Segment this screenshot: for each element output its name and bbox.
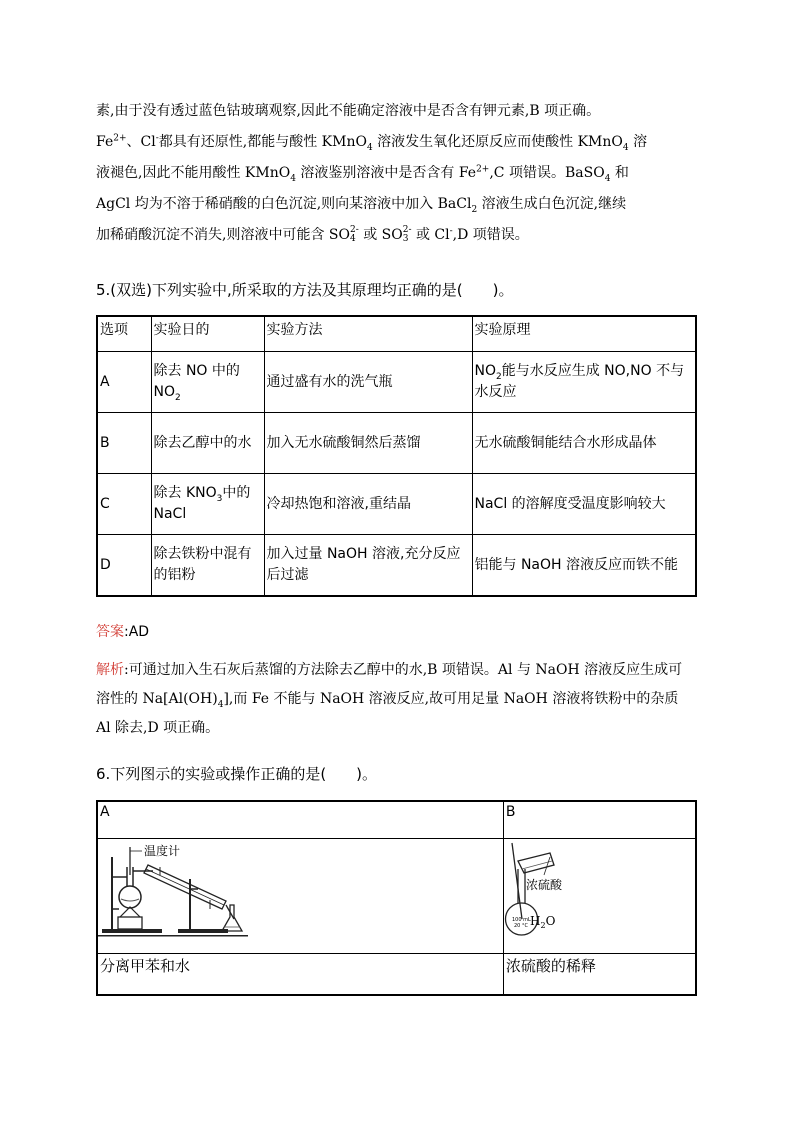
method-cell: 冷却热饱和溶液,重结晶 <box>264 474 472 535</box>
purpose-cell: 除去乙醇中的水 <box>151 413 264 474</box>
q5-answer <box>96 620 149 644</box>
intro-line-5: 加稀硝酸沉淀不消失,则溶液中可能含 SO 2- 4 或 SO 2- 3 或 Cl-,D 项错误。 <box>96 225 529 244</box>
purpose-cell: 除去铁粉中混有的铝粉 <box>151 535 264 597</box>
q5-header-purpose: 实验日的 <box>151 316 264 352</box>
analysis-label: 解析 <box>96 662 124 678</box>
method-cell: 加入过量 NaOH 溶液,充分反应后过滤 <box>264 535 472 597</box>
intro-line-3: 液褪色,因此不能用酸性 KMnO$_4$ 溶液鉴别溶液中是否含有 $Fe^{2+},C$ 项错误。BaSO$_4$ 和 <box>96 164 629 184</box>
table-row <box>97 413 696 474</box>
intro-paragraph <box>96 96 696 251</box>
q6-title: 6.下列图示的实验或操作正确的是( )。 <box>96 765 378 783</box>
method-cell: 加入无水硫酸铜然后蒸馏 <box>264 413 472 474</box>
flask-temp-label: 20 °C <box>513 923 528 929</box>
answer-value: :AD <box>124 624 150 640</box>
cell-label-b: B <box>503 801 696 839</box>
q6-caption-row <box>97 954 696 996</box>
method-cell: 通过盛有水的洗气瓶 <box>264 352 472 413</box>
figure-cell-b <box>503 839 696 954</box>
q6-figure-row <box>97 839 696 954</box>
option-cell: B <box>97 413 151 474</box>
thermometer-label: 温度计 <box>144 844 181 858</box>
principle-cell: $NO_2$能与水反应生成 NO,NO 不与水反应 <box>472 352 696 413</box>
q5-header-option: 选项 <box>97 316 151 352</box>
q5-table <box>96 315 697 597</box>
flask-volume-label: 100 mL <box>511 917 531 923</box>
figure-cell-a <box>97 839 503 954</box>
intro-line-2: $Fe^{2+}$、Cl-都具有还原性,都能与酸性 KMnO$_4$ 溶液发生氧化还原反应而使酸性 KMnO$_4$ 溶 <box>96 133 648 153</box>
option-cell: D <box>97 535 151 597</box>
q6-label-row <box>97 801 696 839</box>
table-row <box>97 474 696 535</box>
principle-cell: NaCl 的溶解度受温度影响较大 <box>472 474 696 535</box>
option-cell: C <box>97 474 151 535</box>
intro-line-4: AgCl 均为不溶于稀硝酸的白色沉淀,则向某溶液中加入 BaCl$_2$ 溶液生成白色沉淀,继续 <box>96 196 627 215</box>
intro-line-1: 素,由于没有透过蓝色钴玻璃观察,因此不能确定溶液中是否含有钾元素,B 项正确。 <box>96 103 601 119</box>
water-label: $H_2O$ <box>529 914 556 930</box>
q5-header-method: 实验方法 <box>264 316 472 352</box>
q5-analysis <box>96 656 696 743</box>
answer-label: 答案 <box>96 624 124 640</box>
q5-header-principle: 实验原理 <box>472 316 696 352</box>
principle-cell: 无水硫酸铜能结合水形成晶体 <box>472 413 696 474</box>
q5-table-header-row <box>97 316 696 352</box>
table-row <box>97 352 696 413</box>
table-row <box>97 535 696 597</box>
dilution-figure <box>504 839 694 939</box>
caption-a: 分离甲苯和水 <box>97 954 503 996</box>
purpose-cell: 除去 NO 中的 $NO_2$ <box>151 352 264 413</box>
analysis-text: :可通过加入生石灰后蒸馏的方法除去乙醇中的水,B 项错误。Al 与 NaOH 溶液反应生成可溶性的 $Na[Al(OH)_4]$,而 Fe 不能与 NaOH 溶液反应,故可用足量 NaOH 溶液将铁粉中的杂质 Al 除去,D 项正确。 <box>96 662 683 736</box>
distillation-apparatus-figure <box>98 839 498 939</box>
cell-label-a: A <box>97 801 503 839</box>
acid-label: 浓硫酸 <box>525 878 562 892</box>
purpose-cell: 除去 $KNO_3$中的 NaCl <box>151 474 264 535</box>
principle-cell: 铝能与 NaOH 溶液反应而铁不能 <box>472 535 696 597</box>
option-cell: A <box>97 352 151 413</box>
q5-title: 5.(双选)下列实验中,所采取的方法及其原理均正确的是( )。 <box>96 281 514 299</box>
caption-b: 浓硫酸的稀释 <box>503 954 696 996</box>
q6-table <box>96 800 697 996</box>
